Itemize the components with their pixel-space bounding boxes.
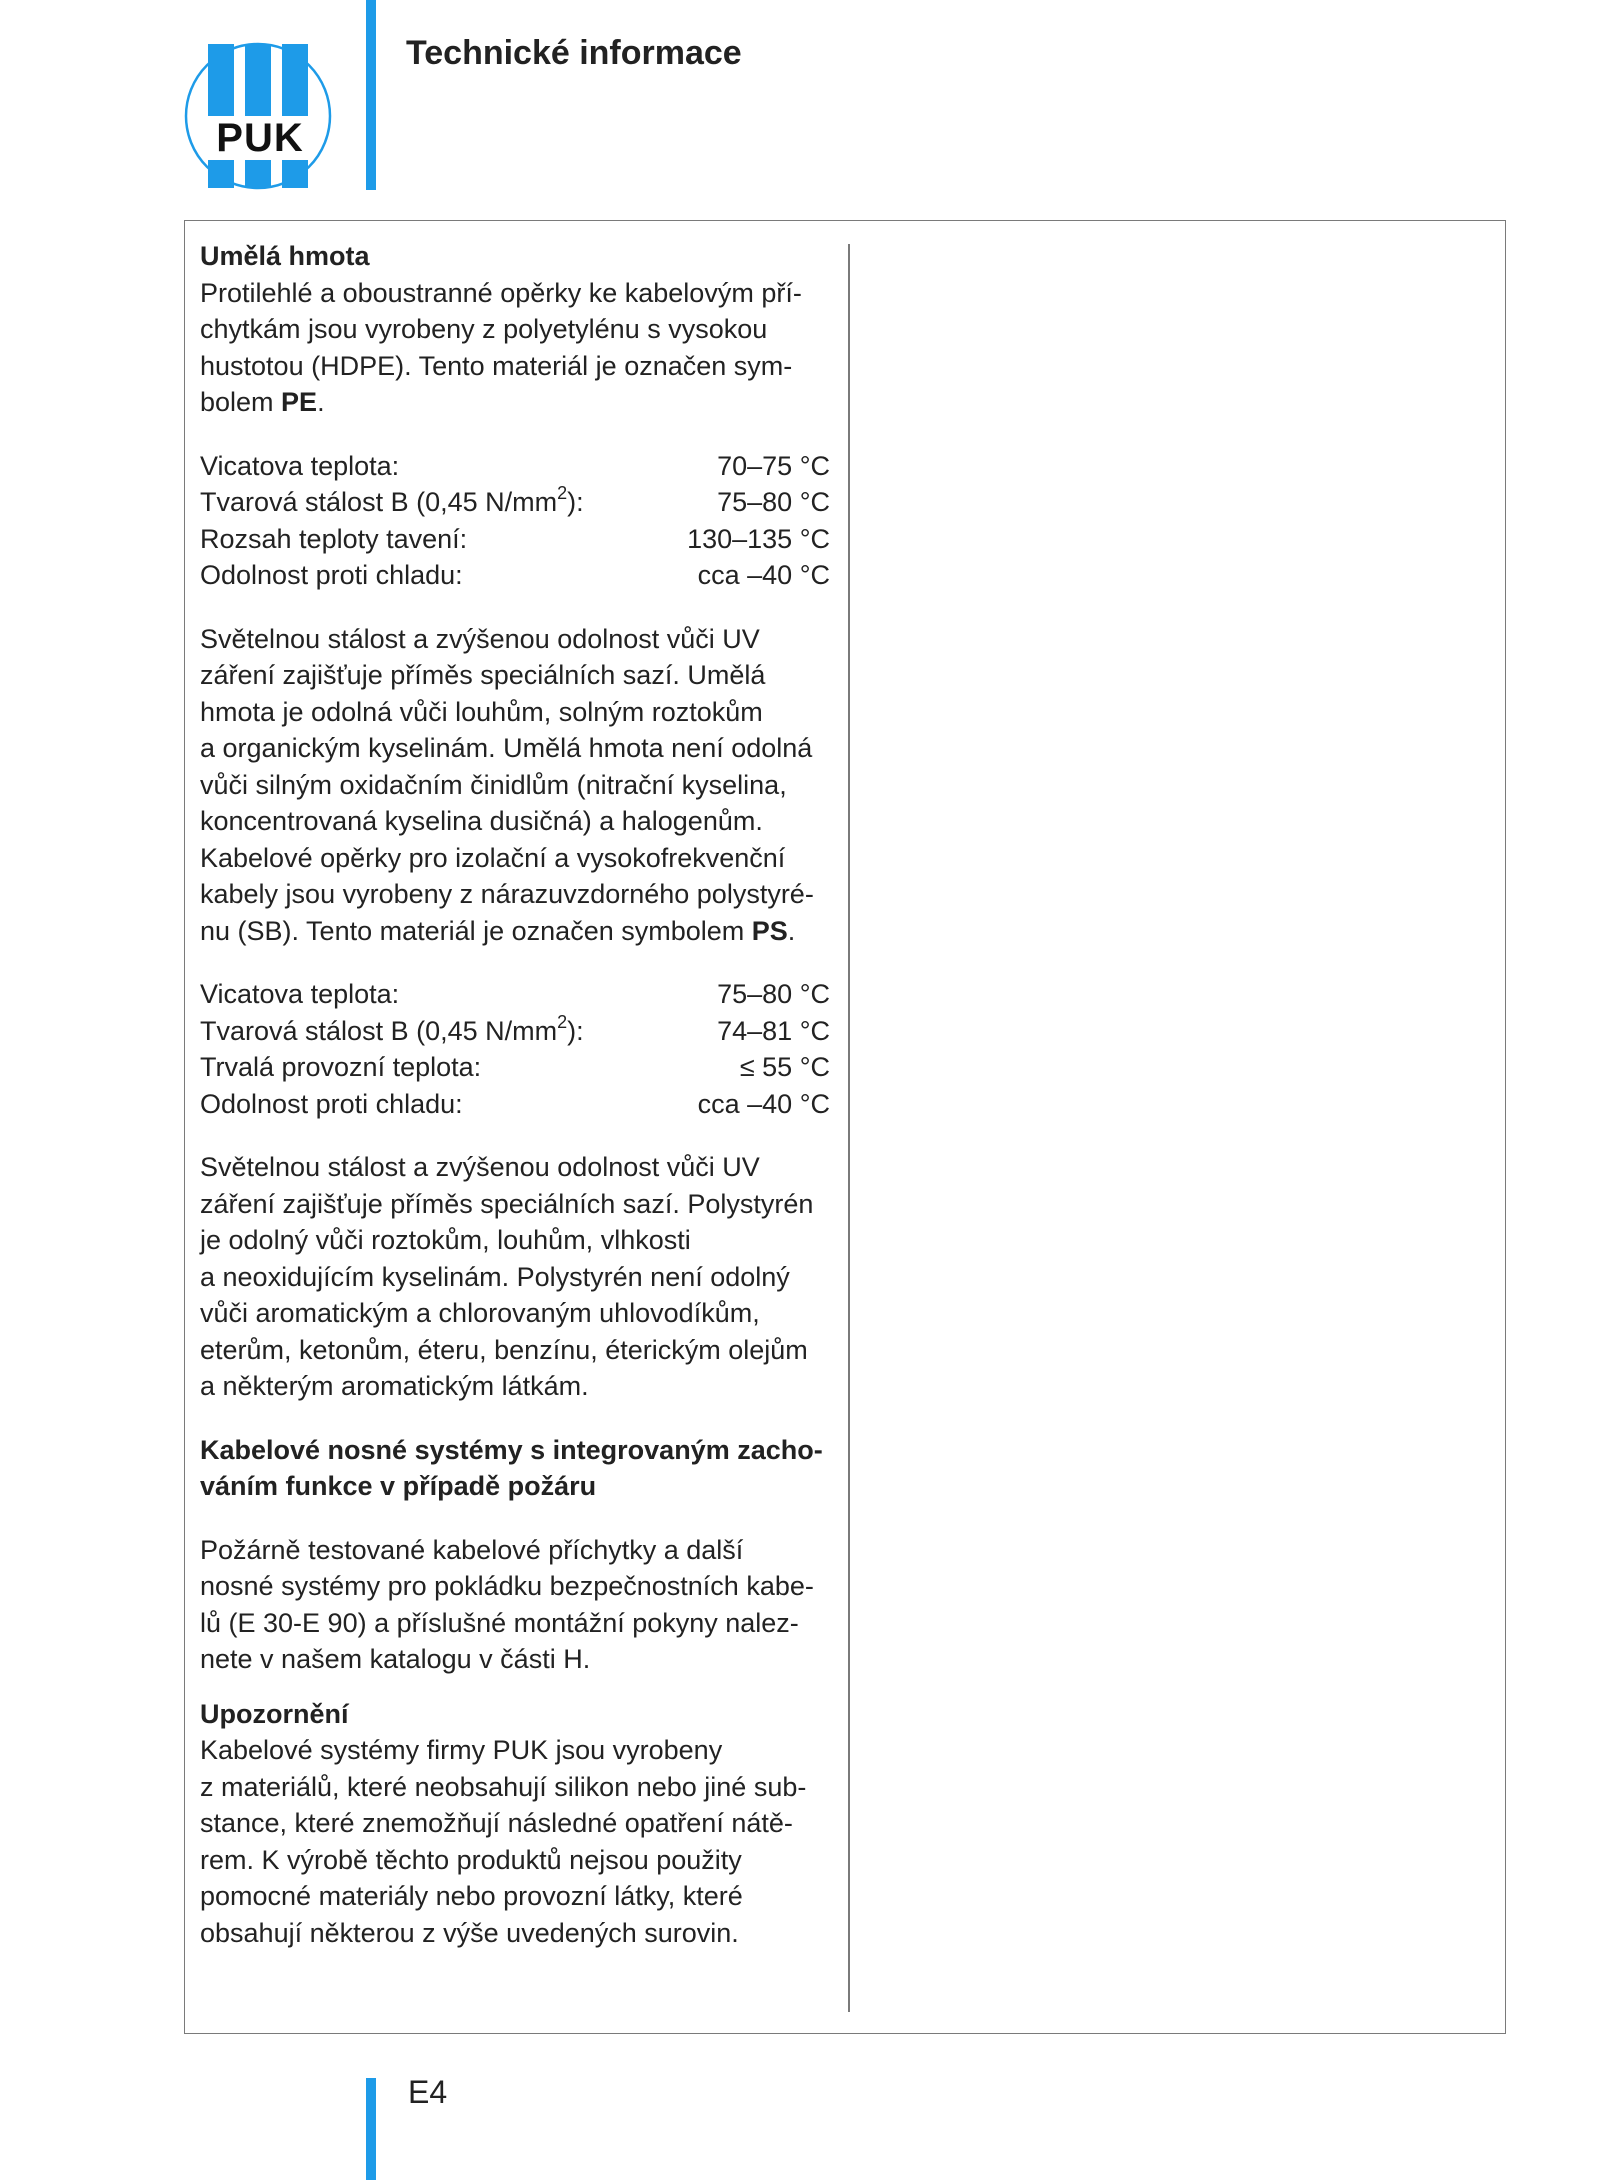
text-line: stance, které znemožňují následné opatření nátě- — [200, 1808, 793, 1838]
spec-row: Trvalá provozní teplota: ≤ 55 °C — [200, 1052, 830, 1082]
section-heading-fire-systems: Kabelové nosné systémy s integrovaným zacho- — [200, 1434, 823, 1465]
text-line: a některým aromatickým látkám. — [200, 1371, 589, 1401]
text-line: chytkám jsou vyrobeny z polyetylénu s vysokou — [200, 314, 768, 344]
text-line: nu (SB). Tento materiál je označen symbolem PS. — [200, 915, 796, 946]
page-number: E4 — [408, 2074, 448, 2110]
text-line: bolem PE. — [200, 387, 325, 417]
text-line: nete v našem katalogu v části H. — [200, 1644, 591, 1674]
footer-accent-bar — [366, 2078, 376, 2180]
main-column — [200, 238, 830, 1951]
spec-row: Vicatova teplota: 75–80 °C — [200, 979, 830, 1009]
section-heading-fire-systems: váním funkce v případě požáru — [200, 1471, 597, 1501]
text-line: Požárně testované kabelové příchytky a další — [200, 1534, 744, 1565]
spec-row: Vicatova teplota: 70–75 °C — [200, 450, 830, 481]
text-line: kabely jsou vyrobeny z nárazuvzdorného polystyré- — [200, 879, 814, 909]
text-line: Světelnou stálost a zvýšenou odolnost vůči UV — [200, 1152, 760, 1182]
text-line: záření zajišťuje příměs speciálních sazí. Polystyrén — [200, 1188, 814, 1219]
column-divider — [848, 244, 850, 2012]
spec-row: Rozsah teploty tavení: 130–135 °C — [200, 523, 830, 554]
spec-row: Odolnost proti chladu: cca –40 °C — [200, 1088, 830, 1119]
text-line: vůči aromatickým a chlorovaným uhlovodíkům, — [200, 1298, 760, 1328]
section-heading-plastic: Umělá hmota — [200, 241, 370, 271]
text-line: vůči silným oxidačním činidlům (nitrační kyselina, — [200, 769, 787, 800]
text-line: eterům, ketonům, éteru, benzínu, éterickým olejům — [200, 1334, 808, 1365]
symbol-ps: PS — [751, 915, 788, 946]
logo-text: PUK — [216, 116, 304, 160]
text-line: lů (E 30-E 90) a příslušné montážní pokyny nalez- — [200, 1607, 799, 1638]
text-line: koncentrovaná kyselina dusičná) a halogenům. — [200, 806, 763, 836]
text-line: a neoxidujícím kyselinám. Polystyrén není odolný — [200, 1261, 790, 1292]
spec-row: Tvarová stálost B (0,45 $N/mm^2$): 75–80 °C — [200, 483, 830, 517]
header-accent-bar — [366, 0, 376, 190]
text-line: Kabelové opěrky pro izolační a vysokofrekvenční — [200, 842, 786, 873]
section-heading-notice: Upozornění — [200, 1698, 349, 1729]
spec-row: Tvarová stálost B (0,45 $N/mm^2$): 74–81 °C — [200, 1011, 830, 1046]
spec-row: Odolnost proti chladu: cca –40 °C — [200, 560, 830, 590]
text-line: Kabelové systémy firmy PUK jsou vyrobeny — [200, 1735, 723, 1765]
text-line: záření zajišťuje příměs speciálních sazí. Umělá — [200, 660, 766, 690]
text-line: z materiálů, které neobsahují silikon nebo jiné sub- — [200, 1771, 807, 1802]
text-line: hmota je odolná vůči louhům, solným roztokům — [200, 696, 763, 727]
symbol-pe: PE — [281, 387, 318, 417]
text-line: obsahují některou z výše uvedených surovin. — [200, 1917, 739, 1948]
text-line: Protilehlé a oboustranné opěrky ke kabelovým pří- — [200, 277, 802, 308]
puk-logo — [182, 40, 334, 192]
text-line: rem. K výrobě těchto produktů nejsou použity — [200, 1844, 742, 1875]
text-line: a organickým kyselinám. Umělá hmota není odolná — [200, 733, 813, 763]
text-line: nosné systémy pro pokládku bezpečnostních kabe- — [200, 1571, 814, 1601]
text-line: Světelnou stálost a zvýšenou odolnost vůči UV — [200, 623, 760, 654]
text-line: je odolný vůči roztokům, louhům, vlhkosti — [200, 1225, 691, 1255]
text-line: pomocné materiály nebo provozní látky, které — [200, 1881, 743, 1911]
text-line: hustotou (HDPE). Tento materiál je označen sym- — [200, 350, 793, 381]
page-title: Technické informace — [406, 34, 742, 72]
